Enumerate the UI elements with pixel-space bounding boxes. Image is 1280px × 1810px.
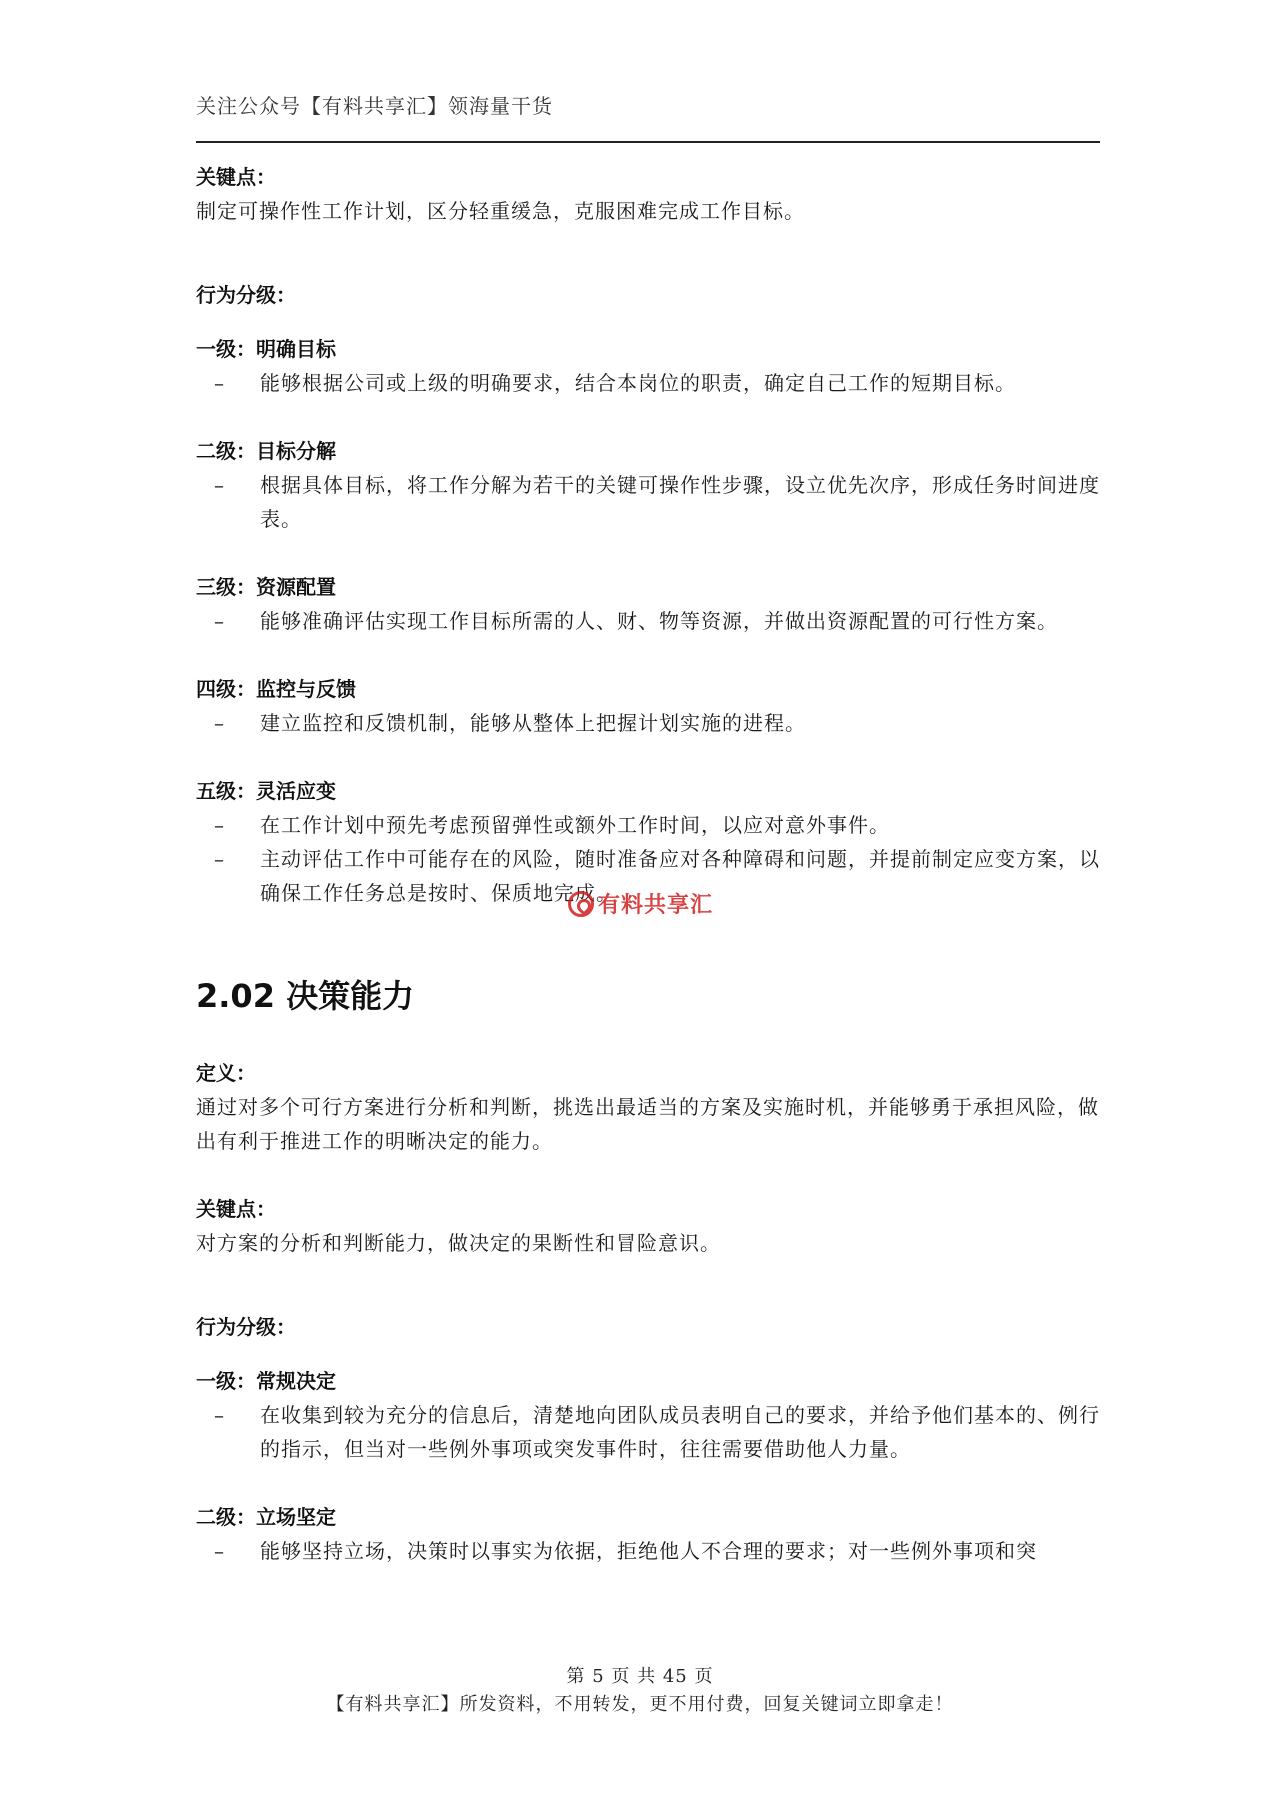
dash-bullet: – (214, 813, 225, 837)
dash-bullet: – (214, 473, 225, 497)
key-points-text: 制定可操作性工作计划，区分轻重缓急，克服困难完成工作目标。 (196, 199, 805, 223)
watermark-text: 有料共享汇 (598, 892, 714, 918)
level-title: 一级：明确目标 (196, 337, 336, 361)
page-content (196, 160, 1100, 1568)
page-header: 关注公众号【有料共享汇】领海量干货 (196, 94, 553, 118)
behavior-levels-label: 行为分级： (196, 1315, 296, 1339)
list-item-text: 根据具体目标，将工作分解为若干的关键可操作性步骤，设立优先次序，形成任务时间进度表。 (260, 473, 1100, 531)
level-title: 一级：常规决定 (196, 1369, 336, 1393)
list-item (196, 366, 1100, 400)
header-rule (196, 141, 1100, 143)
level-title: 四级：监控与反馈 (196, 677, 356, 701)
level-title: 二级：立场坚定 (196, 1505, 336, 1529)
watermark (568, 888, 713, 919)
list-item-text: 在工作计划中预先考虑预留弹性或额外工作时间，以应对意外事件。 (260, 813, 890, 837)
list-item-text: 建立监控和反馈机制，能够从整体上把握计划实施的进程。 (260, 711, 806, 735)
list-item (196, 706, 1100, 740)
dash-bullet: – (214, 609, 225, 633)
dash-bullet: – (214, 1539, 225, 1563)
footer-notice: 【有料共享汇】所发资料，不用转发，更不用付费，回复关键词立即拿走！ (326, 1694, 954, 1715)
key-points-label: 关键点： (196, 165, 276, 189)
list-item (196, 468, 1100, 536)
list-item-text: 能够准确评估实现工作目标所需的人、财、物等资源，并做出资源配置的可行性方案。 (260, 609, 1058, 633)
list-item-text: 在收集到较为充分的信息后，清楚地向团队成员表明自己的要求，并给予他们基本的、例行的指示，但当对一些例外事项或突发事件时，往往需要借助他人力量。 (260, 1403, 1100, 1461)
section-heading: 2.02 决策能力 (196, 977, 415, 1015)
key-points-label: 关键点： (196, 1197, 276, 1221)
list-item (196, 1534, 1100, 1568)
list-item (196, 808, 1100, 842)
list-item-text: 能够坚持立场，决策时以事实为依据，拒绝他人不合理的要求；对一些例外事项和突 (260, 1539, 1037, 1563)
list-item (196, 1398, 1100, 1466)
definition-text: 通过对多个可行方案进行分析和判断，挑选出最适当的方案及实施时机，并能够勇于承担风险，做出有利于推进工作的明晰决定的能力。 (196, 1095, 1099, 1153)
list-item-text: 主动评估工作中可能存在的风险，随时准备应对各种障碍和问题，并提前制定应变方案，以确保工作任务总是按时、保质地完成。 (260, 847, 1100, 905)
level-title: 三级：资源配置 (196, 575, 336, 599)
dash-bullet: – (214, 1403, 225, 1427)
level-title: 五级：灵活应变 (196, 779, 336, 803)
definition-label: 定义： (196, 1061, 256, 1085)
watermark-logo-icon (568, 891, 594, 917)
dash-bullet: – (214, 371, 225, 395)
page-number: 第 5 页 共 45 页 (566, 1666, 714, 1687)
dash-bullet: – (214, 847, 225, 871)
level-title: 二级：目标分解 (196, 439, 336, 463)
list-item-text: 能够根据公司或上级的明确要求，结合本岗位的职责，确定自己工作的短期目标。 (260, 371, 1016, 395)
key-points-text: 对方案的分析和判断能力，做决定的果断性和冒险意识。 (196, 1231, 721, 1255)
list-item (196, 604, 1100, 638)
dash-bullet: – (214, 711, 225, 735)
behavior-levels-label: 行为分级： (196, 283, 296, 307)
